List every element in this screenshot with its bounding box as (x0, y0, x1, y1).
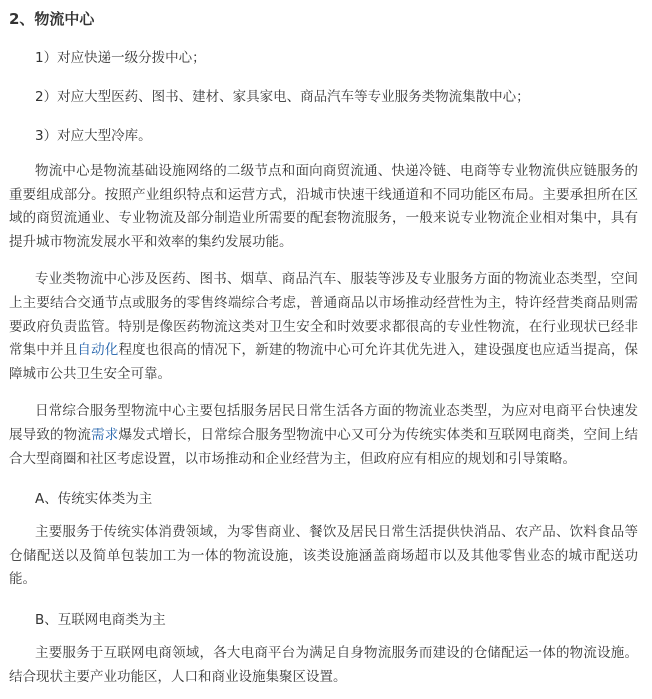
paragraph-text: 日常综合服务型物流中心主要包括服务居民日常生活各方面的物流业态类型，为应对电商平台快速发展导致的物流 (9, 403, 638, 443)
subheading-a: A、传统实体类为主 (35, 491, 153, 508)
list-item-1: 1）对应快递一级分拨中心； (35, 50, 206, 66)
paragraph-logistics-center-definition: 物流中心是物流基础设施网络的二级节点和面向商贸流通、快递冷链、电商等专业物流供应链服务的重要组成部分。按照产业组织特点和运营方式，沿城市快速干线通道和不同功能区布局。主要承担所在区域的商贸流通业、专业物流及部分制造业所需要的配套物流服务，一般来说专业物流企业相对集中，具有提升城市物流发展水平和效率的集约发展功能。 (9, 163, 638, 250)
paragraph-text: 爆发式增长，日常综合服务型物流中心又可分为传统实体类和互联网电商类，空间上结合大型商圈和社区考虑设置，以市场推动和企业经营为主，但政府应有相应的规划和引导策略。 (9, 426, 639, 467)
paragraph-internet-ecommerce: 主要服务于互联网电商领域，各大电商平台为满足自身物流服务而建设的仓储配运一体的物流设施。结合现状主要产业功能区，人口和商业设施集聚区设置。 (9, 644, 638, 685)
paragraph-text: 专业类物流中心涉及医药、图书、烟草、商品汽车、服装等涉及专业服务方面的物流业态类型，空间上主要结合交通节点或服务的零售终端综合考虑，普通商品以市场推动经营性为主，特许经营类商品则需要政府负责监管。特别是像医药物流这类对卫生安全和时效要求都很高的专业性物流，在行业现状已经非常集中并且 (9, 271, 638, 359)
paragraph-text: 程度也很高的情况下，新建的物流中心可允许其优先进入，建设强度也应适当提高，保障城市公共卫生安全可靠。 (9, 342, 639, 382)
section-heading: 2、物流中心 (9, 10, 95, 28)
list-item-3: 3）对应大型冷库。 (35, 128, 152, 144)
list-item-2: 2）对应大型医药、图书、建材、家具家电、商品汽车等专业服务类物流集散中心； (35, 89, 530, 105)
subheading-b: B、互联网电商类为主 (35, 611, 166, 628)
paragraph-traditional-entity (9, 521, 638, 592)
keyword-link-demand[interactable]: 需求 (91, 426, 119, 443)
paragraph-daily-service-logistics-center (9, 400, 638, 471)
article-body (0, 6, 652, 699)
paragraph-text: 主要服务于传统实体消费领域，为零售商业、餐饮及居民日常生活提供快消品、农产品、饮料食品等仓储配送以及简单包装 (9, 524, 638, 564)
keyword-link-processing[interactable]: 加工 (148, 547, 177, 564)
paragraph-professional-logistics-center (9, 268, 638, 386)
keyword-link-automation[interactable]: 自动化 (77, 342, 119, 359)
paragraph-text: 为一体的物流设施，该类设施涵盖商场超市以及其他零售业态的城市配送功能。 (9, 547, 639, 588)
